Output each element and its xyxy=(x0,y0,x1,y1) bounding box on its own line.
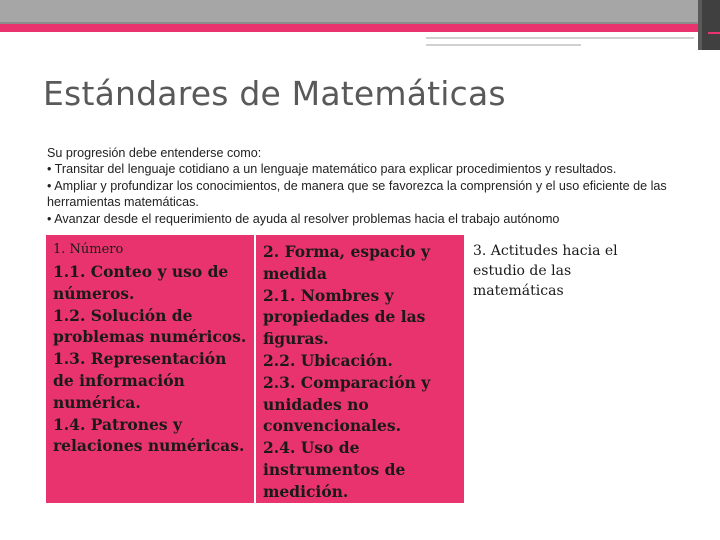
header-divider-line-short xyxy=(426,44,581,46)
page-title: Estándares de Matemáticas xyxy=(43,74,506,113)
table-row xyxy=(45,234,667,504)
standards-table xyxy=(44,233,668,505)
list-item: 2.3. Comparación y unidades no convencionales. xyxy=(263,372,431,436)
header-corner-block-inner xyxy=(702,0,720,50)
header-gray-bar xyxy=(0,0,698,24)
list-item: 2.1. Nombres y propiedades de las figuras. xyxy=(263,285,426,349)
column-forma-espacio-medida xyxy=(255,234,465,504)
list-item: 1.1. Conteo y uso de números. xyxy=(53,262,229,303)
intro-text xyxy=(47,145,697,227)
list-item: 2.2. Ubicación. xyxy=(263,350,393,370)
list-item: 2.4. Uso de instrumentos de medición. xyxy=(263,438,406,501)
intro-bullet: • Ampliar y profundizar los conocimientos, de manera que se favorezca la comprensión y el uso eficiente de las herramientas matemáticas. xyxy=(47,178,667,210)
header-accent-tick xyxy=(708,32,720,34)
intro-line: Su progresión debe entenderse como: xyxy=(47,146,262,160)
intro-bullet: • Transitar del lenguaje cotidiano a un lenguaje matemático para explicar procedimientos y resultados. xyxy=(47,162,617,177)
header-accent-bar xyxy=(0,24,720,32)
list-item: 1.4. Patrones y relaciones numéricas. xyxy=(53,414,245,456)
column-header: 3. Actitudes hacia el estudio de las matemáticas xyxy=(473,243,618,299)
list-item: 1.2. Solución de problemas numéricos. xyxy=(53,305,247,347)
column-header: 1. Número xyxy=(53,242,124,257)
header-divider-line xyxy=(426,37,694,39)
list-item: 1.3. Representación de información numérica. xyxy=(53,349,227,412)
intro-bullet: • Avanzar desde el requerimiento de ayuda al resolver problemas hacia el trabajo autónomo xyxy=(47,211,560,226)
column-numero xyxy=(45,234,255,504)
column-header: 2. Forma, espacio y medida xyxy=(263,242,431,283)
column-actitudes xyxy=(465,234,667,504)
column-items xyxy=(263,285,457,503)
column-items xyxy=(53,261,247,457)
